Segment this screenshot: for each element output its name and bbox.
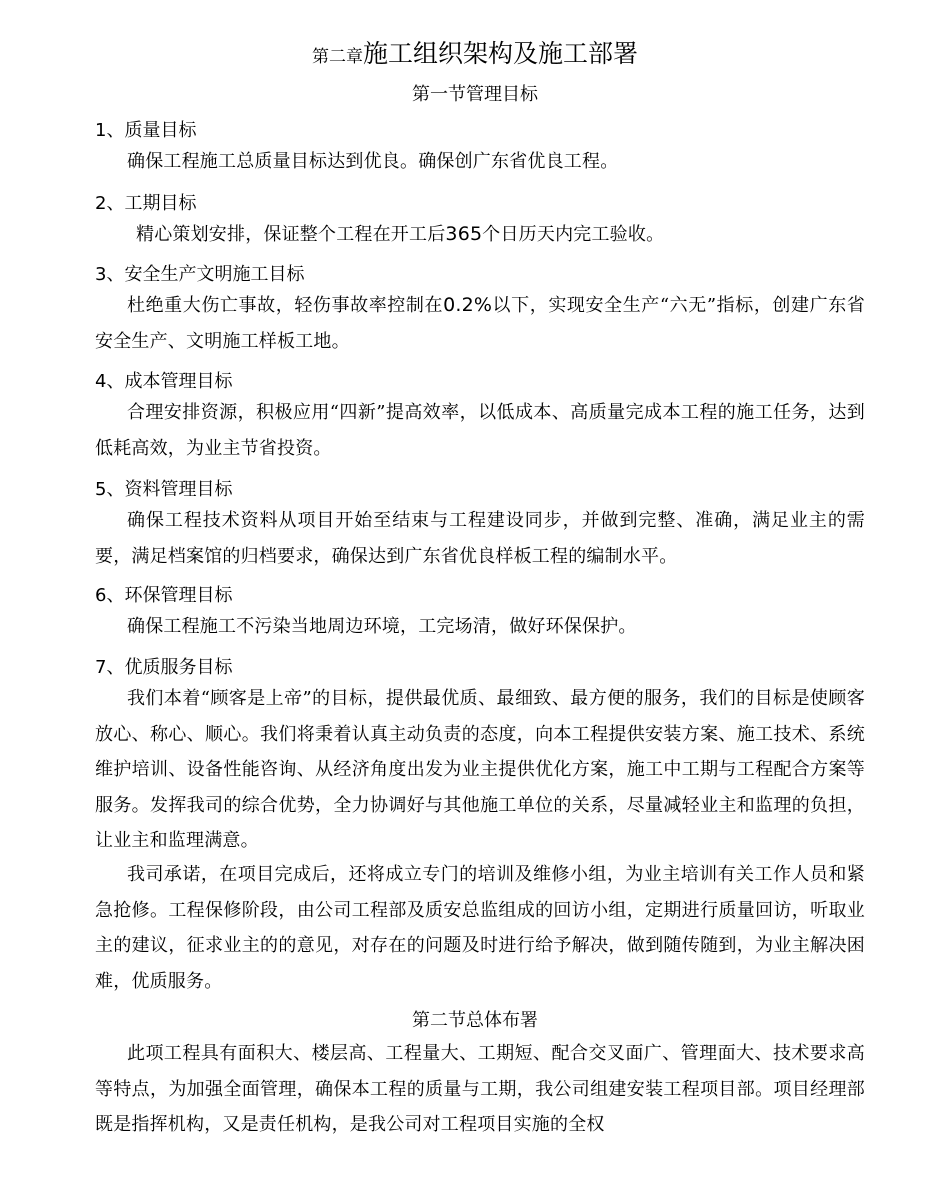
heading-environment-goal: [95, 581, 232, 607]
chapter-title: [0, 34, 950, 70]
paragraph-quality-goal: 确保工程施工总质量目标达到优良。确保创广东省优良工程。: [127, 151, 619, 172]
heading-label: 、安全生产文明施工目标: [106, 264, 305, 285]
heading-label: 、质量目标: [106, 120, 197, 141]
heading-label: 、工期目标: [106, 193, 197, 214]
heading-schedule-goal: [95, 189, 196, 215]
heading-number: 6: [95, 585, 107, 606]
heading-number: 5: [95, 479, 107, 500]
paragraph-overall-deployment: 此项工程具有面积大、楼层高、工程量大、工期短、配合交叉面广、管理面大、技术要求高等特点，为加强全面管理，确保本工程的质量与工期，我公司组建安装工程项目部。项目经理部既是指挥机构，又是责任机构，是我公司对工程项目实施的全权: [95, 1043, 865, 1135]
heading-label: 、资料管理目标: [106, 479, 233, 500]
paragraph-schedule-goal: 精心策划安排，保证整个工程在开工后365个日历天内完工验收。: [136, 223, 665, 245]
section-title-management-goals: 第一节管理目标: [412, 84, 538, 105]
chapter-title-prefix: 第二章: [311, 47, 363, 67]
heading-number: 3: [95, 264, 107, 285]
heading-number: 7: [95, 657, 107, 678]
heading-service-goal: [95, 653, 232, 679]
paragraph-safety-goal: 杜绝重大伤亡事故，轻伤事故率控制在0.2%以下，实现安全生产“六无”指标，创建广东省安全生产、文明施工样板工地。: [95, 294, 865, 352]
heading-number: 4: [95, 371, 107, 392]
heading-number: 2: [95, 193, 107, 214]
paragraph-environment-goal: 确保工程施工不污染当地周边环境，工完场清，做好环保保护。: [127, 616, 637, 637]
paragraph-service-goal-2: 我司承诺，在项目完成后，还将成立专门的培训及维修小组，为业主培训有关工作人员和紧急抢修。工程保修阶段，由公司工程部及质安总监组成的回访小组，定期进行质量回访，听取业主的建议，征求业主的的意见，对存在的问题及时进行给予解决，做到随传随到，为业主解决困难，优质服务。: [95, 864, 865, 992]
heading-number: 1: [95, 120, 107, 141]
heading-documentation-goal: [95, 475, 232, 501]
heading-cost-goal: [95, 367, 232, 393]
paragraph-cost-goal: 合理安排资源，积极应用“四新”提高效率，以低成本、高质量完成本工程的施工任务，达到低耗高效，为业主节省投资。: [95, 402, 865, 459]
section-title-overall-deployment: 第二节总体布署: [412, 1010, 538, 1031]
heading-label: 、优质服务目标: [106, 657, 233, 678]
heading-quality-goal: [95, 116, 196, 142]
chapter-title-main: 施工组织架构及施工部署: [362, 39, 638, 68]
heading-label: 、成本管理目标: [106, 371, 233, 392]
paragraph-service-goal-1: 我们本着“顾客是上帝”的目标，提供最优质、最细致、最方便的服务，我们的目标是使顾客放心、称心、顺心。我们将秉着认真主动负责的态度，向本工程提供安装方案、施工技术、系统维护培训、设备性能咨询、从经济角度出发为业主提供优化方案，施工中工期与工程配合方案等服务。发挥我司的综合优势，全力协调好与其他施工单位的关系，尽量减轻业主和监理的负担，让业主和监理满意。: [95, 688, 865, 851]
heading-label: 、环保管理目标: [106, 585, 233, 606]
paragraph-documentation-goal: 确保工程技术资料从项目开始至结束与工程建设同步，并做到完整、准确，满足业主的需要，满足档案馆的归档要求，确保达到广东省优良样板工程的编制水平。: [95, 510, 865, 567]
heading-safety-goal: [95, 260, 304, 286]
